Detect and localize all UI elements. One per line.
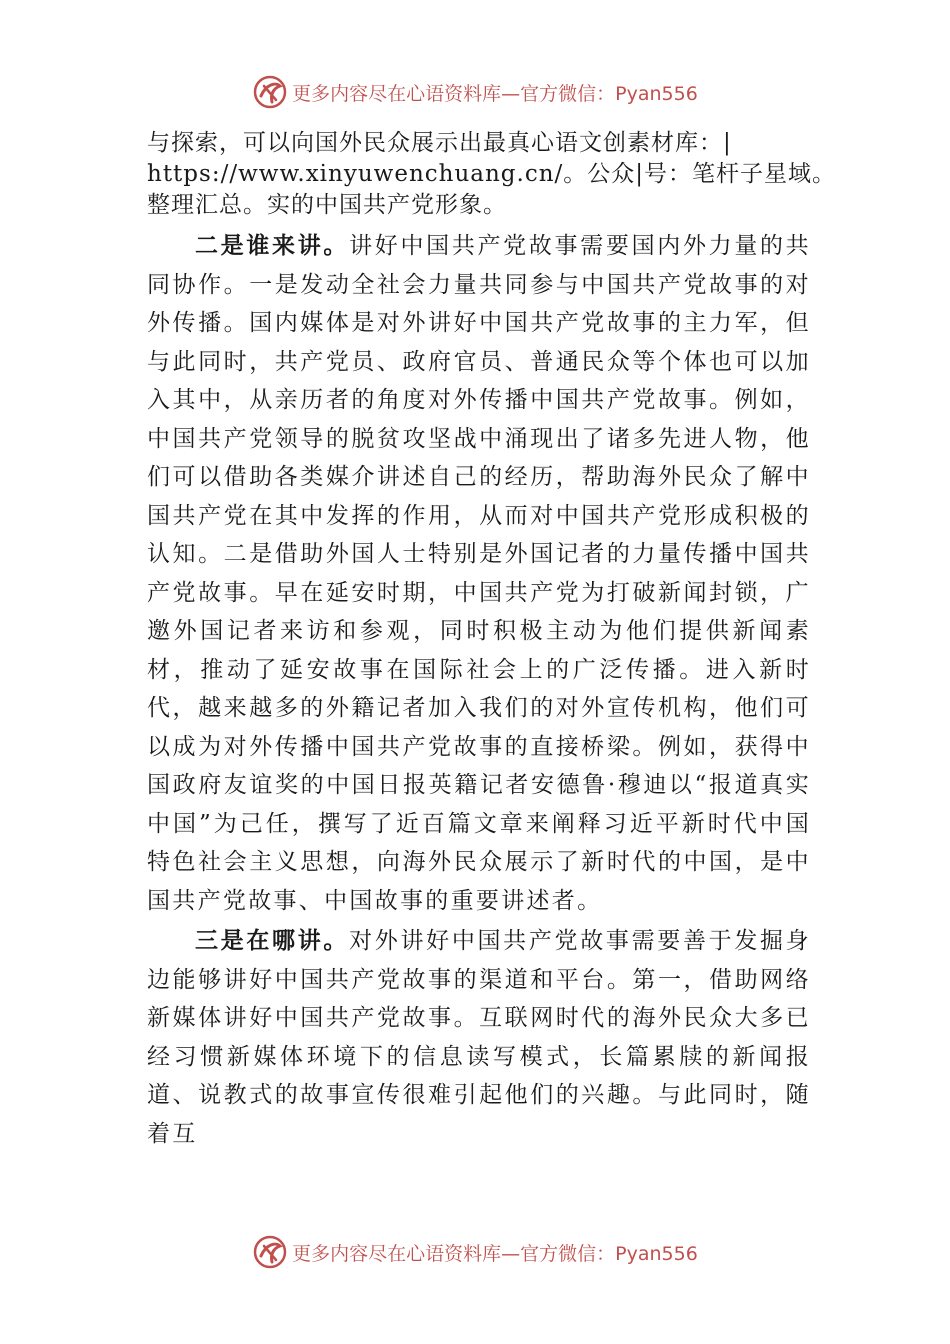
paragraph-lead: 三是在哪讲。 [195,928,350,954]
paragraph-text: 对外讲好中国共产党故事需要善于发掘身边能够讲好中国共产党故事的渠道和平台。第一，借助网络新媒体讲好中国共产党故事。互联网时代的海外民众大多已经习惯新媒体环境下的信息读写模式，长篇累牍的新闻报道、说教式的故事宣传很难引起他们的兴趣。与此同时，随着互 [147,928,811,1147]
intro-line: 整理汇总。实的中国共产党形象。 [147,192,507,218]
paragraph-text: 讲好中国共产党故事需要国内外力量的共同协作。一是发动全社会力量共同参与中国共产党故事的对外传播。国内媒体是对外讲好中国共产党故事的主力军，但与此同时，共产党员、政府官员、普通民众等个体也可以加入其中，从亲历者的角度对外传播中国共产党故事。例如，中国共产党领导的脱贫攻坚战中涌现出了诸多先进人物，他们可以借助各类媒介讲述自己的经历，帮助海外民众了解中国共产党在其中发挥的作用，从而对中国共产党形成积极的认知。二是借助外国人士特别是外国记者的力量传播中国共产党故事。早在延安时期，中国共产党为打破新闻封锁，广邀外国记者来访和参观，同时积极主动为他们提供新闻素材，推动了延安故事在国际社会上的广泛传播。进入新时代，越来越多的外籍记者加入我们的对外宣传机构，他们可以成为对外传播中国共产党故事的直接桥梁。例如，获得中国政府友谊奖的中国日报英籍记者安德鲁·穆迪以“报道真实中国”为己任，撰写了近百篇文章来阐释习近平新时代中国特色社会主义思想，向海外民众展示了新时代的中国，是中国共产党故事、中国故事的重要讲述者。 [147,233,811,914]
document-body [147,128,837,1153]
footer-banner-text: 更多内容尽在心语资料库—官方微信：Pyan556 [292,1242,698,1265]
paragraph-where-speaks [147,922,811,1153]
header-banner [0,72,950,112]
paragraph-who-speaks [147,227,811,920]
paragraph-lead: 二是谁来讲。 [195,233,350,259]
intro-block [147,128,837,221]
footer-banner [0,1232,950,1272]
header-banner-text: 更多内容尽在心语资料库—官方微信：Pyan556 [292,82,698,105]
intro-line: https://www.xinyuwenchuang.cn/。公众|号：笔杆子星域。 [147,161,837,187]
logo-ribbon-icon [252,74,288,110]
intro-line: 与探索，可以向国外民众展示出最真心语文创素材库：| [147,130,732,156]
logo-ribbon-icon [252,1234,288,1270]
